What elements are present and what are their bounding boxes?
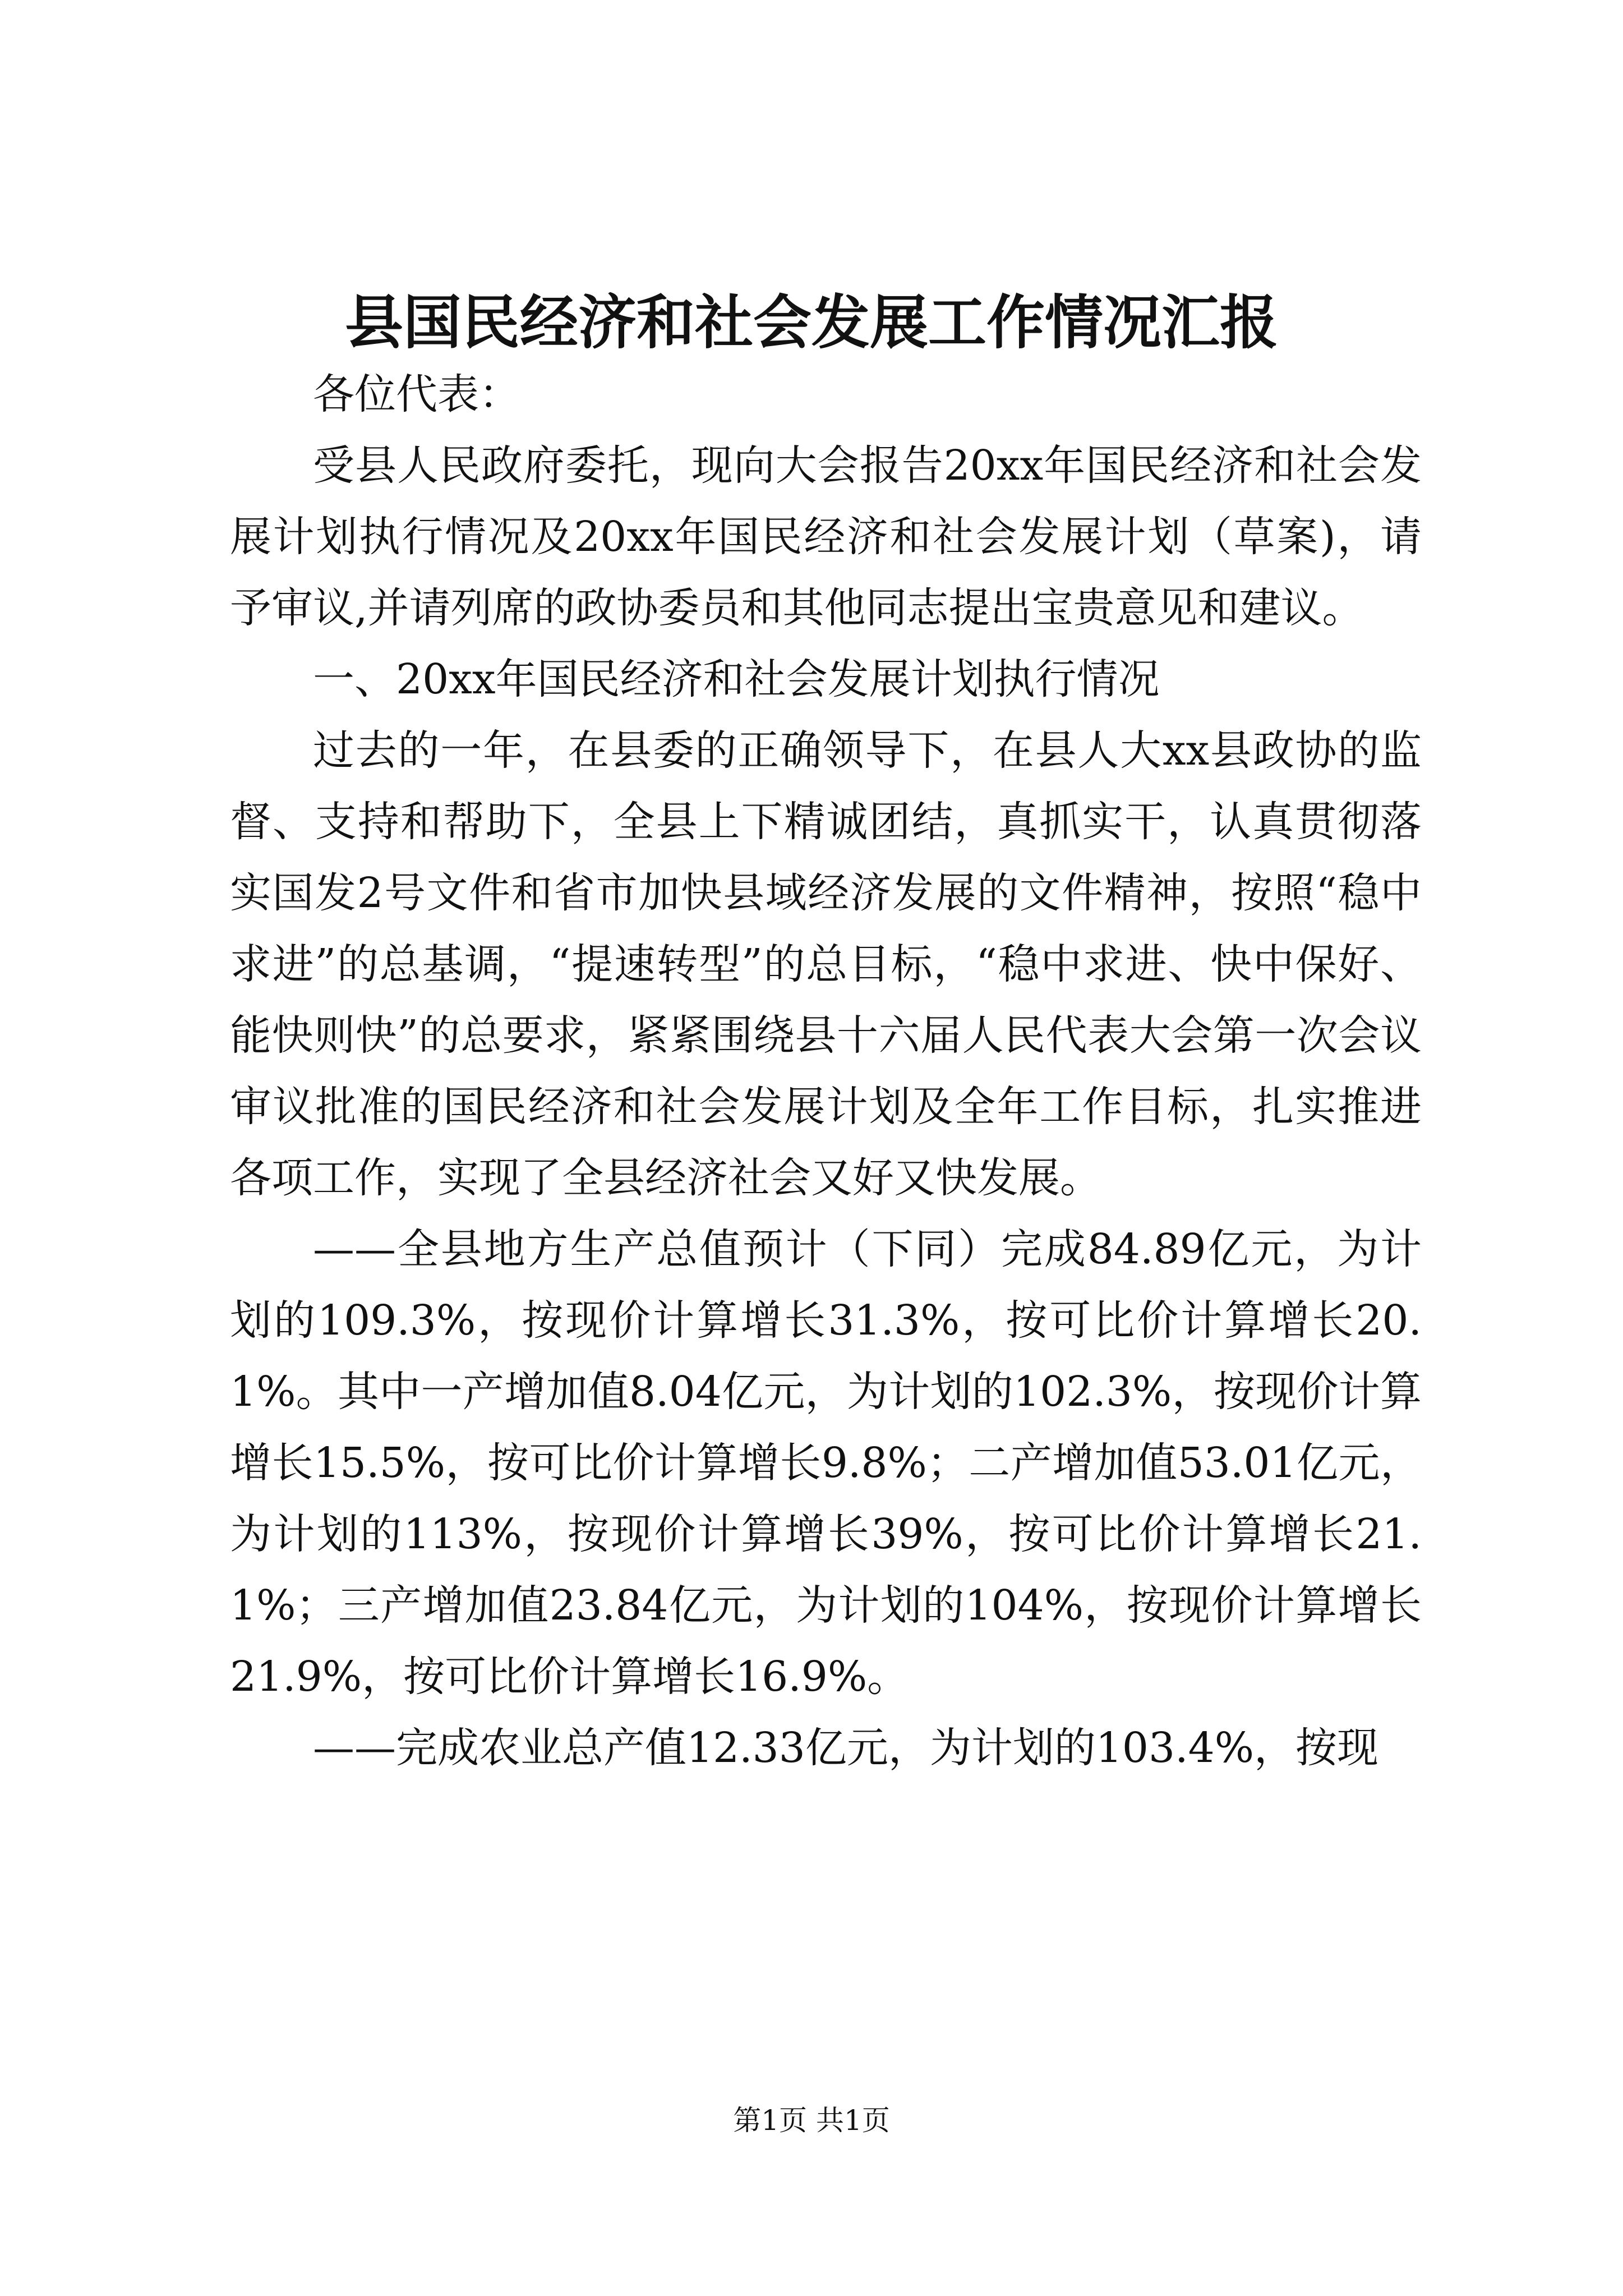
page-footer: 第1页 共1页 — [733, 2104, 890, 2137]
intro-paragraph: 受县人民政府委托，现向大会报告20xx年国民经济和社会发展计划执行情况及20xx年国民经济和社会发展计划（草案)，请予审议,并请列席的政协委员和其他同志提出宝贵意见和建议。 — [230, 441, 1422, 632]
agriculture-paragraph: ——完成农业总产值12.33亿元，为计划的103.4%，按现 — [313, 1724, 1379, 1772]
salutation-paragraph: 各位代表： — [313, 370, 520, 418]
overview-paragraph: 过去的一年，在县委的正确领导下，在县人大xx县政协的监督、支持和帮助下，全县上下精诚团结，真抓实干，认真贯彻落实国发2号文件和省市加快县域经济发展的文件精神，按照“稳中求进”的总基调，“提速转型”的总目标，“稳中求进、快中保好、能快则快”的总要求，紧紧围绕县十六届人民代表大会第一次会议审议批准的国民经济和社会发展计划及全年工作目标，扎实推进各项工作，实现了全县经济社会又好又快发展。 — [230, 726, 1422, 1202]
section-heading: 一、20xx年国民经济和社会发展计划执行情况 — [313, 655, 1160, 703]
gdp-paragraph: ——全县地方生产总值预计（下同）完成84.89亿元，为计划的109.3%，按现价计算增长31.3%，按可比价计算增长20.1%。其中一产增加值8.04亿元，为计划的102.3%，按现价计算增长15.5%，按可比价计算增长9.8%；二产增加值53.01亿元，为计划的113%，按现价计算增长39%，按可比价计算增长21.1%；三产增加值23.84亿元，为计划的104%，按现价计算增长21.9%，按可比价计算增长16.9%。 — [230, 1225, 1422, 1701]
document-title: 县国民经济和社会发展工作情况汇报 — [344, 288, 1278, 357]
document-body — [230, 359, 1422, 1784]
